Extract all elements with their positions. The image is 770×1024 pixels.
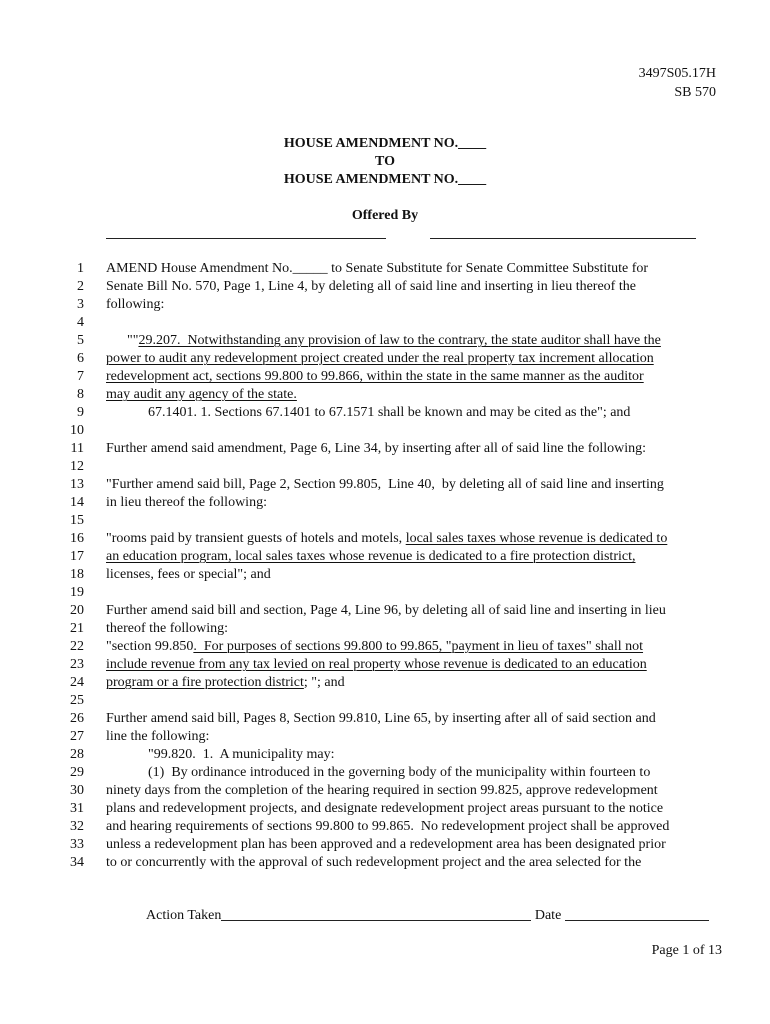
- line-text-segment: thereof the following:: [106, 621, 229, 636]
- line-text-segment: Further amend said bill, Pages 8, Section 99.810, Line 65, by inserting after all of said section and: [106, 711, 656, 726]
- line-text-segment: "": [106, 333, 139, 348]
- document-line: [0, 260, 770, 278]
- page-number: Page 1 of 13: [651, 943, 722, 958]
- document-line: [0, 728, 770, 746]
- line-text: [106, 854, 641, 872]
- amendment-title-line2: TO: [375, 154, 395, 169]
- line-text-segment: unless a redevelopment plan has been approved and a redevelopment area has been designated prior: [106, 837, 666, 852]
- document-line: [0, 458, 770, 476]
- line-text: [106, 494, 267, 512]
- inserted-text: . For purposes of sections 99.800 to 99.865, "payment in lieu of taxes" shall not: [193, 639, 644, 654]
- line-number: 26: [70, 711, 84, 726]
- line-number: 10: [70, 423, 84, 438]
- line-number: 13: [70, 477, 84, 492]
- amendment-title-line1: HOUSE AMENDMENT NO.____: [283, 136, 487, 151]
- document-line: [0, 278, 770, 296]
- line-text: [106, 674, 345, 692]
- date-blank: [565, 906, 709, 921]
- line-text: [106, 602, 666, 620]
- line-number: 19: [70, 585, 84, 600]
- line-number: 17: [70, 549, 84, 564]
- line-text-segment: ninety days from the completion of the hearing required in section 99.825, approve redevelopment: [106, 783, 658, 798]
- line-number: 22: [70, 639, 84, 654]
- line-text-segment: to or concurrently with the approval of such redevelopment project and the area selected for the: [106, 855, 642, 870]
- document-line: [0, 764, 770, 782]
- line-text: [106, 386, 297, 404]
- line-text-segment: "rooms paid by transient guests of hotels and motels,: [106, 531, 406, 546]
- line-text: [106, 782, 658, 800]
- line-text: [106, 440, 646, 458]
- line-text: [106, 620, 228, 638]
- line-number: 20: [70, 603, 84, 618]
- line-text: [106, 368, 644, 386]
- action-taken-row: [146, 906, 709, 925]
- line-number: 18: [70, 567, 84, 582]
- document-line: [0, 368, 770, 386]
- line-number: 14: [70, 495, 84, 510]
- action-taken-blank: [221, 906, 531, 921]
- line-number: 29: [70, 765, 84, 780]
- inserted-text: program or a fire protection district: [106, 675, 304, 690]
- date-label: Date: [534, 908, 562, 923]
- document-line: [0, 512, 770, 530]
- document-line: [0, 602, 770, 620]
- line-text-segment: and hearing requirements of sections 99.800 to 99.865. No redevelopment project shall be approved: [106, 819, 670, 834]
- offered-by-label: Offered By: [351, 208, 419, 223]
- line-text: [106, 764, 650, 782]
- line-text: [106, 746, 335, 764]
- document-line: [0, 818, 770, 836]
- line-text-segment: Further amend said amendment, Page 6, Line 34, by inserting after all of said line the following:: [106, 441, 647, 456]
- document-line: [0, 620, 770, 638]
- line-number: 11: [70, 441, 84, 456]
- document-line: [0, 530, 770, 548]
- line-number: 9: [77, 405, 84, 420]
- line-text: [106, 566, 271, 584]
- doc-number: 3497S05.17H: [638, 66, 716, 81]
- line-text: [106, 710, 656, 728]
- line-number: 24: [70, 675, 84, 690]
- line-text: [106, 800, 663, 818]
- document-line: [0, 656, 770, 674]
- sponsor-signature-line-right: [430, 238, 696, 239]
- line-number: 32: [70, 819, 84, 834]
- line-number: 15: [70, 513, 84, 528]
- line-text-segment: "99.820. 1. A municipality may:: [106, 747, 335, 762]
- line-number: 3: [77, 297, 84, 312]
- line-text: [106, 476, 664, 494]
- document-line: [0, 494, 770, 512]
- line-text: [106, 404, 630, 422]
- line-number: 7: [77, 369, 84, 384]
- line-number: 23: [70, 657, 84, 672]
- line-number: 16: [70, 531, 84, 546]
- document-line: [0, 440, 770, 458]
- inserted-text: 29.207. Notwithstanding any provision of law to the contrary, the state auditor shall have the: [138, 333, 661, 348]
- document-line: [0, 566, 770, 584]
- line-text-segment: Senate Bill No. 570, Page 1, Line 4, by deleting all of said line and inserting in lieu thereof the: [106, 279, 636, 294]
- document-identifier: [639, 64, 716, 102]
- document-line: [0, 800, 770, 818]
- document-line: [0, 836, 770, 854]
- line-text-segment: AMEND House Amendment No._____ to Senate Substitute for Senate Committee Substitute for: [106, 261, 649, 276]
- line-text-segment: following:: [106, 297, 165, 312]
- document-line: [0, 746, 770, 764]
- document-line: [0, 314, 770, 332]
- document-line: [0, 548, 770, 566]
- line-number: 4: [77, 315, 84, 330]
- line-text: [106, 296, 164, 314]
- inserted-text: may audit any agency of the state.: [106, 387, 297, 402]
- line-text: [106, 350, 654, 368]
- document-line: [0, 386, 770, 404]
- line-number: 6: [77, 351, 84, 366]
- line-number: 21: [70, 621, 84, 636]
- inserted-text: power to audit any redevelopment project created under the real property tax increment allocation: [106, 351, 654, 366]
- document-line: [0, 584, 770, 602]
- line-text-segment: Further amend said bill and section, Page 4, Line 96, by deleting all of said line and inserting in lieu: [106, 603, 666, 618]
- line-number: 12: [70, 459, 84, 474]
- line-text-segment: 67.1401. 1. Sections 67.1401 to 67.1571 shall be known and may be cited as the"; and: [106, 405, 631, 420]
- line-text: [106, 260, 648, 278]
- document-line: [0, 404, 770, 422]
- line-number: 28: [70, 747, 84, 762]
- line-text-segment: line the following:: [106, 729, 210, 744]
- line-text-segment: plans and redevelopment projects, and designate redevelopment project areas pursuant to the notice: [106, 801, 664, 816]
- line-text-segment: (1) By ordinance introduced in the governing body of the municipality within fourteen to: [106, 765, 651, 780]
- line-number: 27: [70, 729, 84, 744]
- inserted-text: local sales taxes whose revenue is dedicated to: [405, 531, 668, 546]
- line-text: [106, 638, 643, 656]
- line-text-segment: licenses, fees or special"; and: [106, 567, 271, 582]
- document-line: [0, 422, 770, 440]
- line-number: 2: [77, 279, 84, 294]
- document-line: [0, 854, 770, 872]
- document-line: [0, 476, 770, 494]
- document-line: [0, 674, 770, 692]
- document-line: [0, 710, 770, 728]
- line-text: [106, 530, 667, 548]
- line-number: 33: [70, 837, 84, 852]
- document-line: [0, 692, 770, 710]
- line-number: 25: [70, 693, 84, 708]
- line-text-segment: in lieu thereof the following:: [106, 495, 267, 510]
- line-text-segment: "section 99.850: [106, 639, 194, 654]
- document-line: [0, 296, 770, 314]
- bill-number: SB 570: [674, 85, 716, 100]
- line-text: [106, 278, 636, 296]
- line-text-segment: "Further amend said bill, Page 2, Section 99.805, Line 40, by deleting all of said line and inserting: [106, 477, 664, 492]
- line-text: [106, 548, 635, 566]
- line-number: 31: [70, 801, 84, 816]
- line-text: [106, 728, 209, 746]
- line-number: 5: [77, 333, 84, 348]
- document-line: [0, 332, 770, 350]
- line-number: 8: [77, 387, 84, 402]
- line-number: 30: [70, 783, 84, 798]
- line-text: [106, 818, 669, 836]
- sponsor-signature-line-left: [106, 238, 386, 239]
- document-line: [0, 350, 770, 368]
- line-number: 34: [70, 855, 84, 870]
- line-number: 1: [77, 261, 84, 276]
- line-text: [106, 656, 647, 674]
- amendment-title-line3: HOUSE AMENDMENT NO.____: [283, 172, 487, 187]
- action-taken-label: Action Taken: [146, 908, 222, 923]
- line-text-segment: ; "; and: [303, 675, 345, 690]
- document-line: [0, 782, 770, 800]
- inserted-text: redevelopment act, sections 99.800 to 99.866, within the state in the same manner as the auditor: [106, 369, 644, 384]
- line-text: [106, 332, 661, 350]
- line-text: [106, 836, 666, 854]
- inserted-text: include revenue from any tax levied on real property whose revenue is dedicated to an education: [106, 657, 647, 672]
- inserted-text: an education program, local sales taxes whose revenue is dedicated to a fire protection district,: [106, 549, 636, 564]
- document-line: [0, 638, 770, 656]
